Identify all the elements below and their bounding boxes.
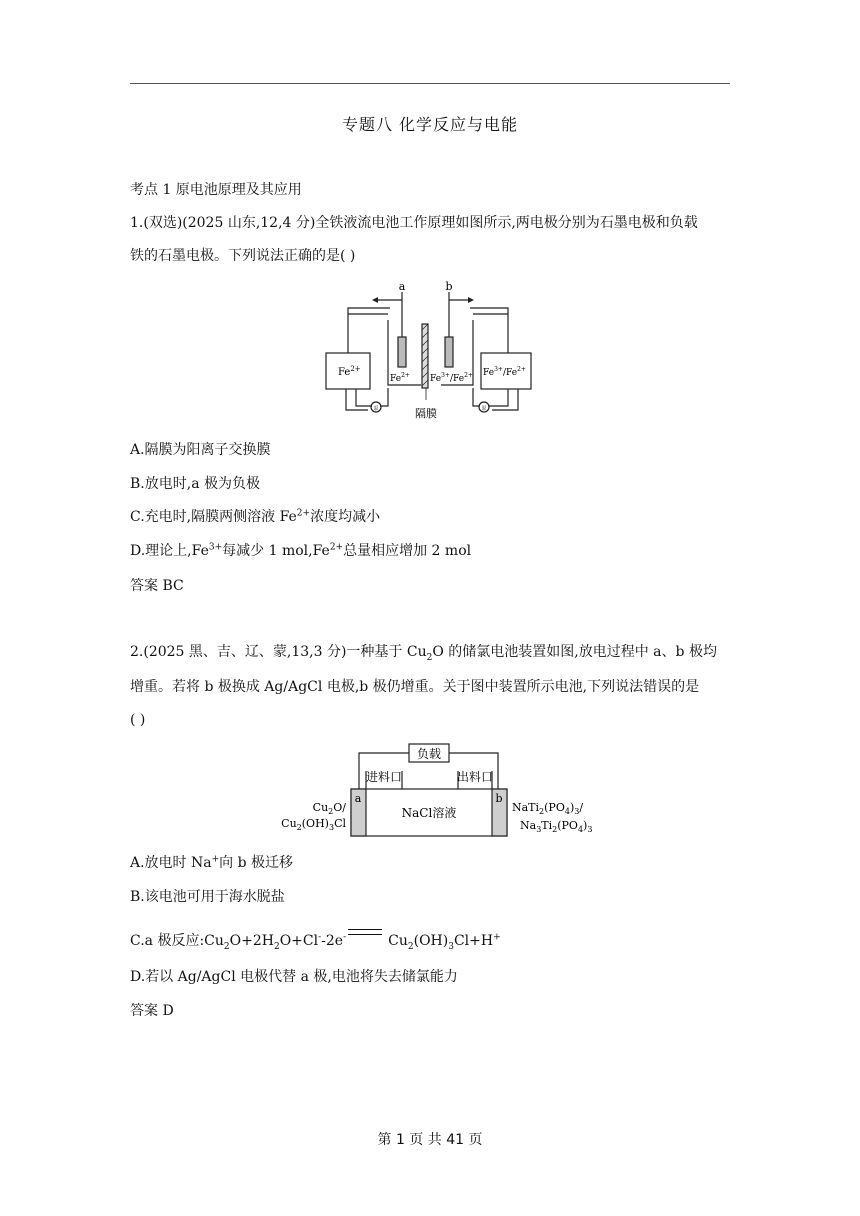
q2-left-material-line1: $Cu_2O/$ [312, 801, 346, 816]
q1-left-cell-label: $Fe^{2+}$ [390, 372, 410, 384]
q2-outlet-label: 出料口 [456, 770, 494, 784]
header-rule [130, 83, 730, 84]
reaction-equals-sign [348, 929, 382, 935]
q1-option-b: B.放电时,a 极为负极 [130, 476, 260, 492]
q2-option-c: C.a 极反应$:Cu_2O+2H_2O+Cl^--2e^-$ $Cu_2(OH)_3Cl+H^+$ [130, 929, 501, 951]
q1-stem-line1: 1.(双选)(2025 山东,12,4 分)全铁液流电池工作原理如图所示,两电极分别为石墨电极和负载 [130, 215, 698, 231]
q2-chloride-storage-battery-diagram [262, 742, 602, 840]
q1-option-d: D.理论上$,Fe^{3+}$每减少 1 $mol,Fe^{2+}$总量相应增加 2 mol [130, 542, 472, 559]
q1-label-b: b [445, 280, 453, 293]
q2-option-d: D.若以 Ag/AgCl 电极代替 a 极,电池将失去储氯能力 [130, 969, 458, 985]
q1-option-c: C.充电时,隔膜两侧溶液 $Fe^{2+}$浓度均减小 [130, 508, 381, 525]
q2-stem-line3: ( ) [130, 712, 146, 728]
q2-stem-line1: 2.(2025 黑、吉、辽、蒙,13,3 分)一种基于 $Cu_2O$ 的储氯电池装置如图,放电过程中 a、b 极均 [130, 644, 717, 663]
q2-option-a: A.放电时 Na+向 b 极迁移 [130, 854, 294, 871]
q1-right-cell-label: $Fe^{3+}/Fe^{2+}$ [430, 372, 473, 384]
q2-stem-line2: 增重。若将 b 极换成 Ag/AgCl 电极,b 极仍增重。关于图中装置所示电池,下列说法错误的是 [130, 679, 700, 695]
page-footer: 第 1 页 共 41 页 [377, 1132, 483, 1148]
q1-stem-line2: 铁的石墨电极。下列说法正确的是( ) [130, 248, 356, 264]
q1-flow-battery-diagram [318, 280, 544, 430]
q2-load-label: 负载 [416, 747, 442, 761]
q2-left-material-line2: $Cu_2(OH)_3Cl$ [281, 817, 346, 832]
q1-label-a: a [398, 280, 406, 293]
q2-label-a: a [354, 792, 362, 805]
page-title: 专题八 化学反应与电能 [341, 115, 519, 134]
q2-right-material-line2: $Na_3Ti_2(PO_4)_3$ [520, 819, 593, 834]
q2-solution-label: NaCl溶液 [401, 806, 457, 820]
q1-option-a: A.隔膜为阳离子交换膜 [130, 442, 271, 458]
q2-label-b: b [495, 792, 503, 805]
q2-inlet-label: 进料口 [365, 770, 403, 784]
q1-pump-left-label: 泵 [373, 406, 379, 412]
q1-membrane-label: 隔膜 [415, 407, 437, 420]
q2-option-b: B.该电池可用于海水脱盐 [130, 889, 285, 905]
section-heading: 考点 1 原电池原理及其应用 [130, 182, 302, 198]
q1-right-tank-label: $Fe^{3+}/Fe^{2+}$ [483, 366, 526, 378]
q2-right-material-line1: $NaTi_2(PO_4)_3/$ [512, 801, 584, 816]
q1-answer: 答案 BC [130, 578, 184, 594]
q1-pump-right-label: 泵 [481, 406, 487, 412]
q2-answer: 答案 D [130, 1003, 174, 1019]
q1-left-tank-label: $Fe^{2+}$ [338, 365, 361, 378]
